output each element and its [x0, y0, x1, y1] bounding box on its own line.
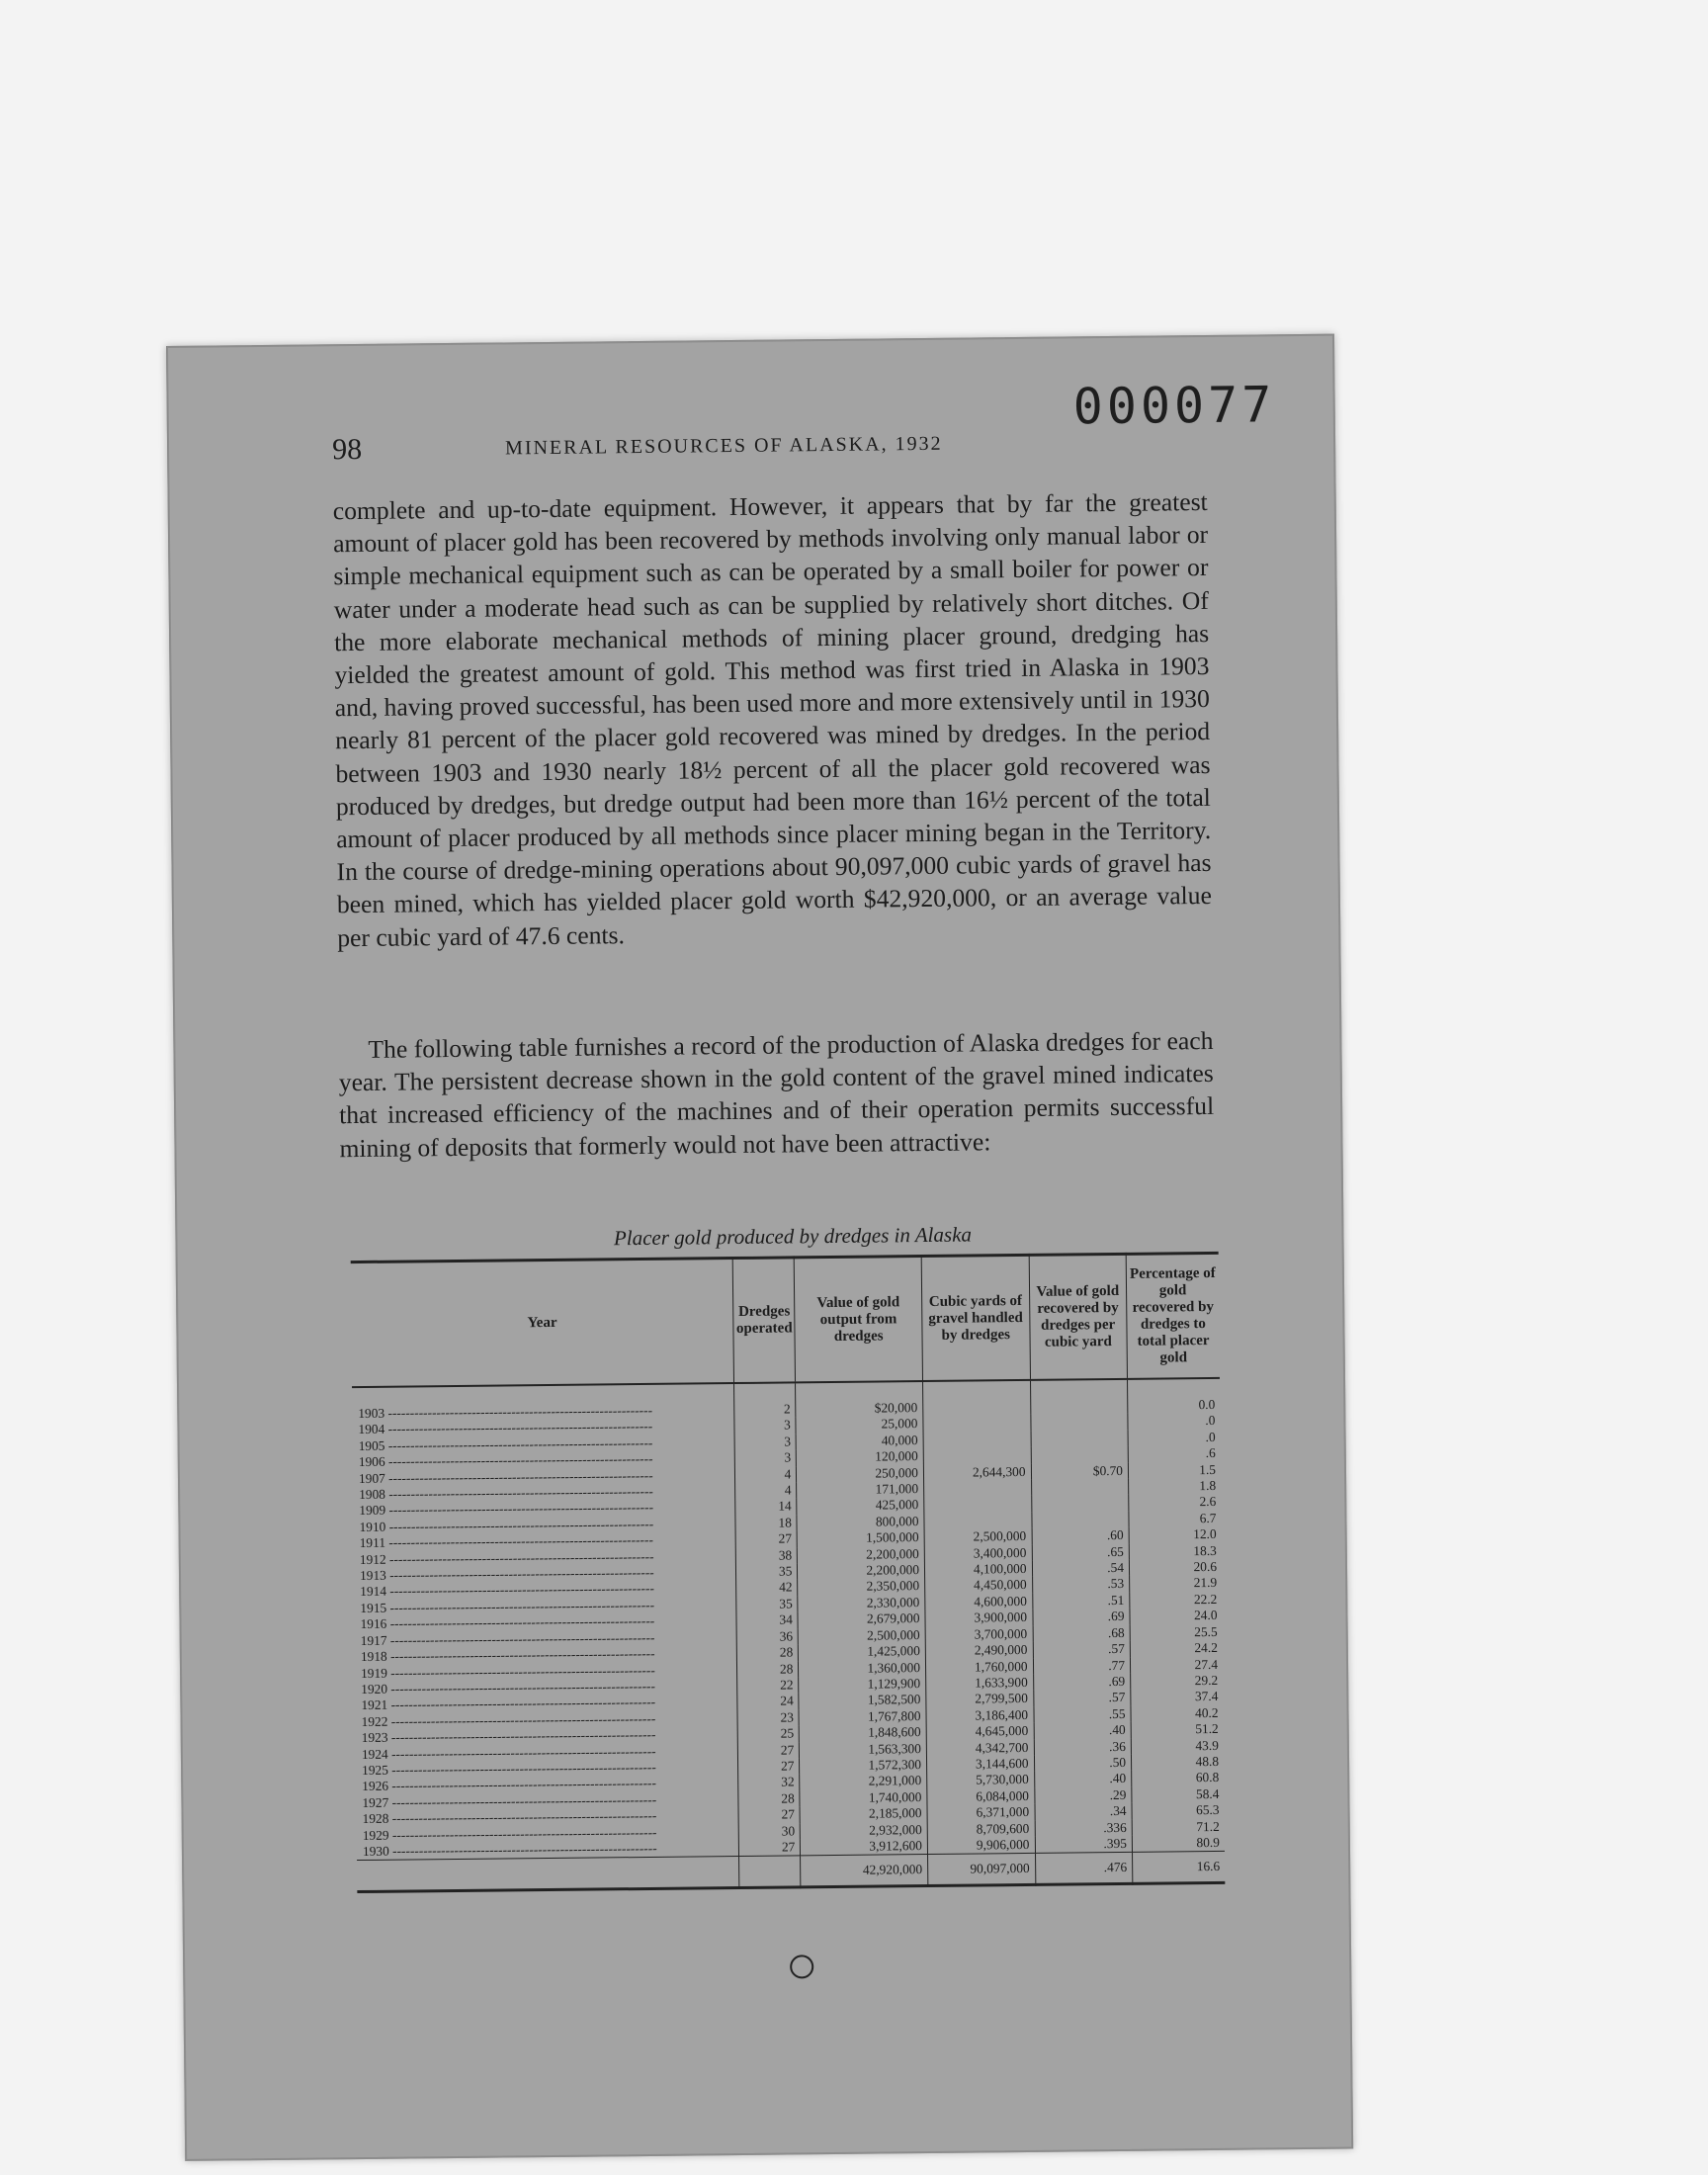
percentage-cell: 1.8	[1129, 1478, 1222, 1495]
value-cell: 2,500,000	[798, 1627, 925, 1645]
header-dredges-operated: Dredges operated	[733, 1258, 796, 1383]
year-cell: 1930 ------------------------------------------------------------	[362, 1840, 657, 1859]
year-cell: 1926 ------------------------------------------------------------	[362, 1776, 657, 1794]
per-yard-cell: .60	[1032, 1527, 1130, 1544]
per-yard-cell	[1030, 1379, 1128, 1415]
percentage-cell: 37.4	[1131, 1689, 1224, 1705]
cubic-yards-cell: 3,700,000	[925, 1626, 1033, 1644]
per-yard-cell: $0.70	[1031, 1462, 1129, 1479]
cubic-yards-cell: 3,900,000	[925, 1610, 1033, 1627]
value-cell: 425,000	[797, 1497, 924, 1515]
per-yard-cell: .29	[1034, 1787, 1132, 1804]
cubic-yards-cell: 5,730,000	[927, 1772, 1035, 1789]
year-cell: 1928 ------------------------------------------------------------	[362, 1808, 657, 1827]
percentage-cell: 24.0	[1130, 1608, 1223, 1624]
cubic-yards-cell: 6,371,000	[927, 1804, 1035, 1822]
punch-hole	[790, 1955, 813, 1978]
value-cell: 1,848,600	[800, 1724, 927, 1742]
year-cell: 1920 ------------------------------------------------------------	[361, 1678, 655, 1696]
per-yard-cell	[1030, 1414, 1128, 1431]
year-cell: 1918 ------------------------------------------------------------	[360, 1645, 655, 1665]
per-yard-cell: .57	[1033, 1641, 1131, 1658]
per-yard-cell	[1031, 1446, 1129, 1463]
per-yard-cell: .77	[1033, 1657, 1131, 1674]
dredges-cell: 3	[735, 1450, 797, 1467]
value-cell: 1,572,300	[800, 1757, 927, 1775]
cubic-yards-cell	[922, 1380, 1030, 1417]
year-cell: 1904 ------------------------------------------------------------	[358, 1419, 653, 1437]
year-cell: 1919 ------------------------------------------------------------	[360, 1662, 655, 1681]
total-dredges-cell	[739, 1856, 801, 1888]
value-cell: $20,000	[796, 1381, 923, 1418]
dredges-cell: 35	[736, 1563, 798, 1580]
value-cell: 2,350,000	[798, 1578, 925, 1596]
document-page	[166, 334, 1353, 2161]
total-percentage-cell: 16.6	[1133, 1852, 1226, 1884]
year-cell: 1921 ------------------------------------------------------------	[361, 1695, 656, 1713]
cubic-yards-cell: 2,799,500	[926, 1691, 1034, 1708]
cubic-yards-cell: 4,342,700	[926, 1739, 1034, 1757]
percentage-cell: 1.5	[1128, 1462, 1221, 1479]
dredges-cell: 3	[734, 1434, 796, 1450]
percentage-cell: 51.2	[1131, 1721, 1224, 1738]
percentage-cell: 43.9	[1131, 1737, 1224, 1754]
dredges-cell: 27	[738, 1742, 800, 1759]
dredges-cell: 34	[736, 1612, 798, 1629]
cubic-yards-cell: 2,644,300	[923, 1464, 1031, 1482]
total-value-cell: 42,920,000	[801, 1855, 928, 1887]
percentage-cell: 18.3	[1129, 1543, 1222, 1560]
header-value-per-cubic-yard: Value of gold recovered by dredges per cubic yard	[1029, 1254, 1128, 1380]
value-cell: 1,360,000	[799, 1660, 926, 1678]
dredges-cell: 30	[739, 1823, 801, 1840]
year-cell: 1922 ------------------------------------------------------------	[361, 1710, 656, 1729]
value-cell: 40,000	[796, 1433, 923, 1450]
percentage-cell: 29.2	[1131, 1673, 1224, 1690]
percentage-cell: 25.5	[1130, 1624, 1223, 1641]
value-cell: 2,200,000	[798, 1546, 925, 1564]
total-year-cell	[357, 1857, 739, 1892]
value-cell: 3,912,600	[801, 1838, 928, 1856]
per-yard-cell: .336	[1035, 1819, 1133, 1836]
year-cell: 1909 ------------------------------------------------------------	[359, 1500, 654, 1519]
percentage-cell: 12.0	[1129, 1526, 1222, 1543]
cubic-yards-cell	[923, 1447, 1031, 1465]
cubic-yards-cell: 3,400,000	[924, 1545, 1032, 1563]
year-cell: 1923 ------------------------------------------------------------	[361, 1727, 656, 1746]
value-cell: 1,500,000	[797, 1529, 924, 1547]
dredges-cell: 18	[735, 1515, 797, 1531]
dredges-cell: 36	[737, 1628, 799, 1645]
per-yard-cell: .395	[1035, 1836, 1133, 1854]
percentage-cell: 80.9	[1132, 1835, 1225, 1853]
cubic-yards-cell: 1,760,000	[925, 1658, 1033, 1676]
per-yard-cell	[1031, 1431, 1129, 1447]
header-year: Year	[351, 1259, 734, 1388]
value-cell: 1,582,500	[799, 1692, 926, 1709]
cubic-yards-cell: 2,490,000	[925, 1642, 1033, 1660]
cubic-yards-cell: 4,600,000	[925, 1594, 1033, 1611]
dredges-cell: 32	[738, 1775, 800, 1791]
body-paragraph-2: The following table furnishes a record of the production of Alaska dredges for each year. The persistent decrease shown in the gold content of the gravel mined indicates that increased efficiency of the machines and of their operation permits successful mining of deposits that formerly would not have been attractive:	[338, 1025, 1215, 1163]
page-number: 98	[331, 432, 363, 467]
dredges-cell: 23	[737, 1709, 799, 1726]
dredge-production-table	[351, 1252, 1226, 1894]
year-cell: 1913 ------------------------------------------------------------	[359, 1564, 654, 1584]
cubic-yards-cell	[923, 1432, 1031, 1449]
percentage-cell: 6.7	[1129, 1511, 1222, 1527]
dredges-cell: 28	[737, 1661, 799, 1678]
value-cell: 2,185,000	[800, 1805, 927, 1823]
year-cell: 1929 ------------------------------------------------------------	[362, 1824, 657, 1843]
dredges-cell: 24	[737, 1694, 799, 1710]
value-cell: 1,129,900	[799, 1676, 926, 1694]
percentage-cell: 24.2	[1130, 1640, 1223, 1657]
per-yard-cell: .40	[1034, 1722, 1132, 1739]
dredges-cell: 28	[737, 1644, 799, 1661]
archive-stamp-number: 000077	[1072, 376, 1276, 436]
cubic-yards-cell: 8,709,600	[927, 1820, 1035, 1838]
dredges-cell: 22	[737, 1677, 799, 1694]
value-cell: 1,425,000	[799, 1643, 926, 1661]
cubic-yards-cell	[923, 1415, 1031, 1433]
year-cell: 1925 ------------------------------------------------------------	[362, 1759, 656, 1778]
value-cell: 2,200,000	[798, 1562, 925, 1580]
table-title: Placer gold produced by dredges in Alaska	[613, 1222, 973, 1251]
percentage-cell: .6	[1128, 1445, 1221, 1462]
dredges-cell: 42	[736, 1580, 798, 1597]
dredges-cell: 27	[738, 1807, 800, 1824]
year-cell: 1905 ------------------------------------------------------------	[358, 1435, 653, 1453]
percentage-cell: 60.8	[1132, 1770, 1225, 1786]
dredges-cell: 35	[736, 1596, 798, 1612]
value-cell: 25,000	[796, 1416, 923, 1434]
per-yard-cell	[1031, 1512, 1129, 1528]
dredges-cell: 28	[738, 1790, 800, 1807]
cubic-yards-cell: 4,450,000	[925, 1577, 1033, 1595]
value-cell: 2,679,000	[798, 1610, 925, 1628]
per-yard-cell	[1031, 1479, 1129, 1496]
year-cell: 1903 ------------------------------------------------------------	[358, 1402, 653, 1422]
year-cell: 1927 ------------------------------------------------------------	[362, 1791, 657, 1810]
percentage-cell: 48.8	[1131, 1754, 1224, 1771]
year-cell: 1917 ------------------------------------------------------------	[360, 1629, 655, 1648]
year-cell: 1916 ------------------------------------------------------------	[360, 1613, 655, 1632]
year-cell: 1915 ------------------------------------------------------------	[360, 1597, 655, 1615]
cubic-yards-cell: 3,144,600	[926, 1756, 1034, 1774]
percentage-cell: 22.2	[1130, 1592, 1223, 1609]
year-cell: 1924 ------------------------------------------------------------	[361, 1743, 656, 1762]
percentage-cell: 20.6	[1129, 1559, 1222, 1576]
cubic-yards-cell: 2,500,000	[924, 1528, 1032, 1546]
dredges-cell: 3	[734, 1418, 796, 1435]
percentage-cell: 0.0	[1127, 1378, 1220, 1414]
per-yard-cell: .54	[1032, 1560, 1130, 1577]
total-per-yard-cell: .476	[1035, 1853, 1133, 1885]
dredges-cell: 25	[738, 1725, 800, 1742]
value-cell: 2,932,000	[801, 1822, 928, 1840]
per-yard-cell: .57	[1033, 1690, 1131, 1706]
per-yard-cell: .34	[1035, 1803, 1133, 1820]
value-cell: 250,000	[797, 1465, 924, 1483]
header-value-of-gold: Value of gold output from dredges	[795, 1257, 923, 1383]
value-cell: 800,000	[797, 1514, 924, 1531]
value-cell: 1,563,300	[800, 1741, 927, 1759]
per-yard-cell: .51	[1032, 1593, 1130, 1610]
dredges-cell: 27	[735, 1531, 797, 1548]
per-yard-cell: .65	[1032, 1544, 1130, 1561]
body-paragraph-1: complete and up-to-date equipment. However, it appears that by far the greatest amount of placer gold has been recovered by methods involving only manual labor or simple mechanical equipment such as can be operated by a small boiler for power or water under a moderate head such as can be supplied by relatively short ditches. Of the more elaborate mechanical methods of mining placer ground, dredging has yielded the greatest amount of gold. This method was first tried in Alaska in 1903 and, having proved successful, has been used more and more extensively until in 1930 nearly 81 percent of the placer gold recovered was mined by dredges. In the period between 1903 and 1930 nearly 18½ percent of all the placer gold recovered was produced by dredges, but dredge output had been more than 16½ percent of the total amount of placer produced by all methods since placer mining began in the Territory. In the course of dredge-mining operations about 90,097,000 cubic yards of gravel has been mined, which has yielded placer gold worth $42,920,000, or an average value per cubic yard of 47.6 cents.	[332, 486, 1213, 952]
per-yard-cell: .36	[1034, 1738, 1132, 1755]
year-cell: 1910 ------------------------------------------------------------	[359, 1516, 654, 1534]
percentage-cell: .0	[1128, 1430, 1221, 1446]
cubic-yards-cell: 9,906,000	[927, 1837, 1035, 1855]
dredges-cell: 4	[735, 1482, 797, 1499]
percentage-cell: 65.3	[1132, 1802, 1225, 1819]
total-cubic-yards-cell: 90,097,000	[928, 1854, 1036, 1886]
cubic-yards-cell	[924, 1480, 1032, 1498]
per-yard-cell	[1031, 1495, 1129, 1512]
year-cell: 1908 ------------------------------------------------------------	[359, 1483, 653, 1503]
cubic-yards-cell	[924, 1496, 1032, 1514]
value-cell: 171,000	[797, 1481, 924, 1499]
year-cell: 1906 ------------------------------------------------------------	[358, 1451, 653, 1470]
percentage-cell: 71.2	[1132, 1818, 1225, 1835]
table-header-row	[351, 1253, 1220, 1387]
dredges-cell: 27	[738, 1758, 800, 1775]
cubic-yards-cell: 3,186,400	[926, 1707, 1034, 1725]
per-yard-cell: .53	[1032, 1576, 1130, 1593]
percentage-cell: 58.4	[1132, 1786, 1225, 1803]
running-head: MINERAL RESOURCES OF ALASKA, 1932	[504, 432, 943, 460]
header-percentage: Percentage of gold recovered by dredges to total placer gold	[1126, 1253, 1220, 1378]
value-cell: 2,291,000	[800, 1773, 927, 1790]
percentage-cell: 27.4	[1130, 1656, 1223, 1673]
value-cell: 1,740,000	[800, 1789, 927, 1807]
year-cell: 1911 ------------------------------------------------------------	[359, 1532, 653, 1551]
dredges-cell: 4	[735, 1466, 797, 1483]
per-yard-cell: .69	[1032, 1609, 1130, 1625]
year-cell: 1907 ------------------------------------------------------------	[358, 1467, 653, 1486]
dredges-cell: 27	[739, 1839, 801, 1857]
cubic-yards-cell: 6,084,000	[927, 1788, 1035, 1806]
percentage-cell: 2.6	[1129, 1494, 1222, 1511]
value-cell: 120,000	[797, 1448, 924, 1466]
per-yard-cell: .55	[1033, 1706, 1131, 1723]
per-yard-cell: .50	[1034, 1755, 1132, 1772]
header-cubic-yards: Cubic yards of gravel handled by dredges	[921, 1255, 1030, 1381]
per-yard-cell: .40	[1034, 1771, 1132, 1787]
dredges-cell: 14	[735, 1499, 797, 1516]
value-cell: 2,330,000	[798, 1595, 925, 1612]
cubic-yards-cell: 4,100,000	[924, 1561, 1032, 1579]
cubic-yards-cell: 1,633,900	[926, 1675, 1034, 1693]
cubic-yards-cell: 4,645,000	[926, 1723, 1034, 1741]
year-cell: 1912 ------------------------------------------------------------	[359, 1548, 654, 1567]
percentage-cell: .0	[1128, 1413, 1221, 1430]
year-cell: 1914 ------------------------------------------------------------	[360, 1581, 654, 1600]
dredges-cell: 38	[736, 1547, 798, 1564]
percentage-cell: 40.2	[1131, 1705, 1224, 1722]
dredges-cell: 2	[734, 1382, 796, 1418]
percentage-cell: 21.9	[1130, 1575, 1223, 1592]
per-yard-cell: .68	[1033, 1625, 1131, 1642]
value-cell: 1,767,800	[799, 1708, 926, 1726]
per-yard-cell: .69	[1033, 1674, 1131, 1691]
cubic-yards-cell	[924, 1513, 1032, 1530]
